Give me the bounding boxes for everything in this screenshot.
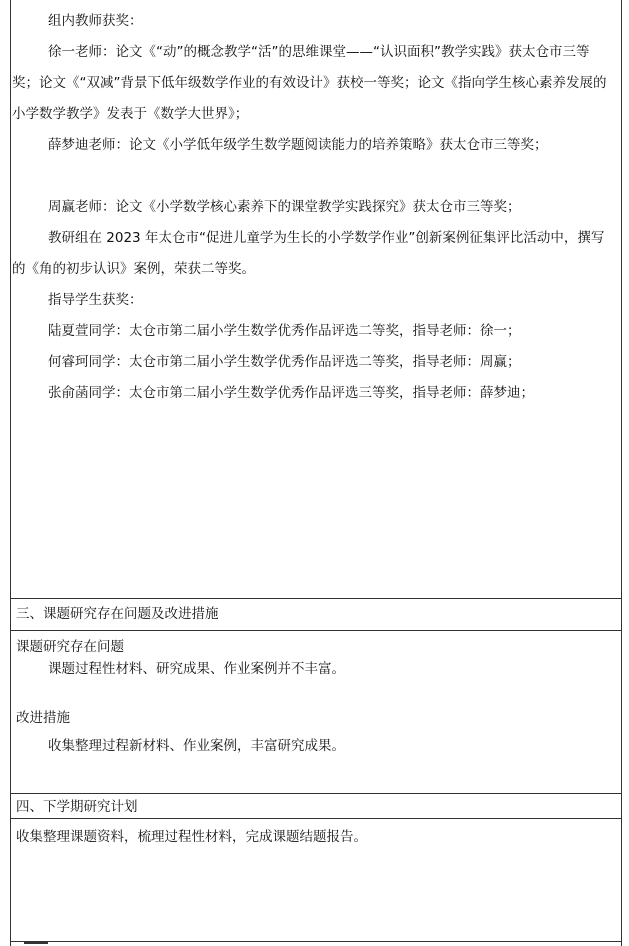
table-divider: [10, 793, 622, 794]
group-award: 教研组在 2023 年太仓市“促进儿童学为生长的小学数学作业”创新案例征集评比活动中，撰写的《角的初步认识》案例，荣获二等奖。: [12, 230, 605, 277]
teacher-awards-heading: 组内教师获奖：: [48, 13, 143, 29]
table-divider: [10, 941, 622, 942]
teacher-award-xue-mengdi: 薛梦迪老师：论文《小学低年级学生数学题阅读能力的培养策略》获太仓市三等奖；: [48, 137, 548, 153]
student-award-item: 张俞菡同学：太仓市第二届小学生数学优秀作品评选三等奖，指导老师：薛梦迪；: [48, 385, 534, 401]
problems-text: 课题过程性材料、研究成果、作业案例并不丰富。: [48, 661, 345, 677]
table-right-border: [621, 0, 622, 946]
table-divider: [10, 818, 622, 819]
page-edge-mark: [24, 942, 48, 944]
measures-text: 收集整理过程新材料、作业案例，丰富研究成果。: [48, 738, 345, 754]
section-3-title: 三、课题研究存在问题及改进措施: [16, 606, 219, 622]
table-divider: [10, 598, 622, 599]
student-award-item: 陆夏萱同学：太仓市第二届小学生数学优秀作品评选二等奖，指导老师：徐一；: [48, 323, 521, 339]
table-divider: [10, 630, 622, 631]
table-left-border: [10, 0, 11, 946]
problems-heading: 课题研究存在问题: [16, 639, 124, 655]
plan-text: 收集整理课题资料，梳理过程性材料，完成课题结题报告。: [16, 829, 367, 845]
student-awards-heading: 指导学生获奖：: [48, 292, 143, 308]
section-4-title: 四、下学期研究计划: [16, 799, 138, 815]
teacher-award-zhou-ying: 周赢老师：论文《小学数学核心素养下的课堂教学实践探究》获太仓市三等奖；: [48, 199, 521, 215]
student-award-item: 何睿珂同学：太仓市第二届小学生数学优秀作品评选二等奖，指导老师：周赢；: [48, 354, 521, 370]
measures-heading: 改进措施: [16, 710, 70, 726]
teacher-award-xu-yi: 徐一老师：论文《“动”的概念教学“活”的思维课堂——“认识面积”教学实践》获太仓市三等奖；论文《“双减”背景下低年级数学作业的有效设计》获校一等奖；论文《指向学生核心素养发展的小学数学教学》发表于《数学大世界》；: [12, 44, 607, 122]
